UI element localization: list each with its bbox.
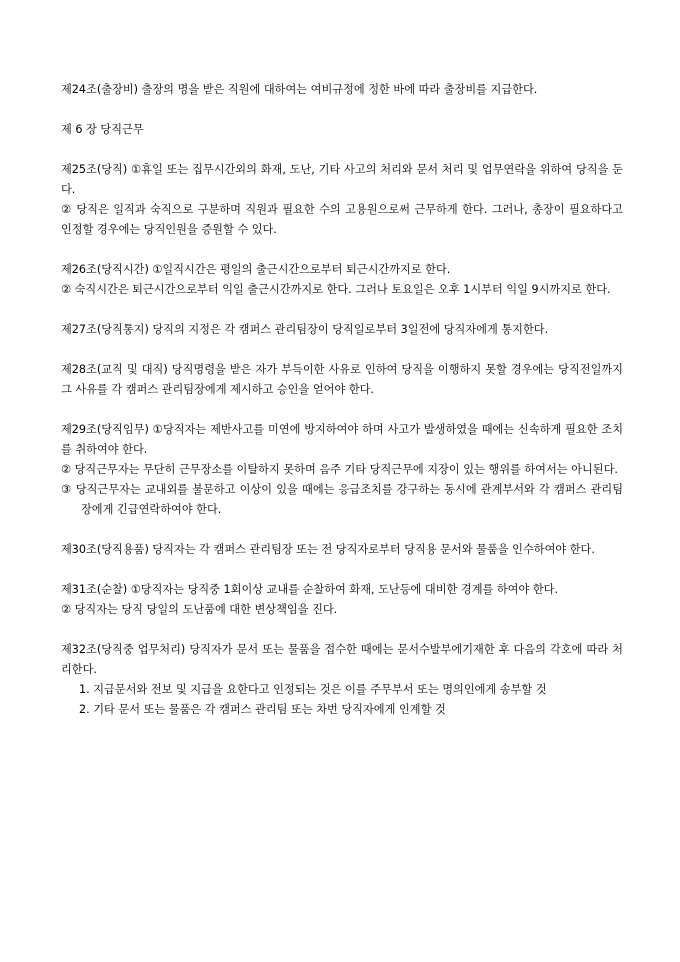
article-31-paragraph-1: 제31조(순찰) ①당직자는 당직중 1회이상 교내를 순찰하여 화재, 도난등에 대비한 경계를 하여야 한다. xyxy=(61,583,559,596)
article-28: 제28조(교직 및 대직) 당직명령을 받은 자가 부득이한 사유로 인하여 당직을 이행하지 못할 경우에는 당직전일까지 그 사유를 각 캠퍼스 관리팀장에게 제시하고 승인을 얻어야 한다. xyxy=(61,363,623,396)
chapter-6-heading: 제 6 장 당직근무 xyxy=(61,123,144,136)
article-29-paragraph-1: 제29조(당직임무) ①당직자는 제반사고를 미연에 방지하여야 하며 사고가 발생하였을 때에는 신속하게 필요한 조치를 취하여야 한다. xyxy=(61,423,623,456)
article-26-paragraph-2: ② 숙직시간은 퇴근시간으로부터 익일 출근시간까지로 한다. 그러나 토요일은 오후 1시부터 익일 9시까지로 한다. xyxy=(61,283,611,296)
article-29-paragraph-3: ③ 당직근무자는 교내외를 불문하고 이상이 있을 때에는 응급조치를 강구하는 동시에 관계부서와 각 캠퍼스 관리팀장에게 긴급연락하여야 한다. xyxy=(61,483,623,516)
document-page xyxy=(61,80,623,720)
article-30: 제30조(당직용품) 당직자는 각 캠퍼스 관리팀장 또는 전 당직자로부터 당직용 문서와 물품을 인수하여야 한다. xyxy=(61,543,595,556)
article-26-paragraph-1: 제26조(당직시간) ①일직시간은 평일의 출근시간으로부터 퇴근시간까지로 한다. xyxy=(61,263,451,276)
article-32-paragraph-1: 제32조(당직중 업무처리) 당직자가 문서 또는 물품을 접수한 때에는 문서수발부에기재한 후 다음의 각호에 따라 처리한다. xyxy=(61,643,623,676)
article-25-paragraph-1: 제25조(당직) ①휴일 또는 집무시간외의 화재, 도난, 기타 사고의 처리와 문서 처리 및 업무연락을 위하여 당직을 둔다. xyxy=(61,163,623,196)
article-31-paragraph-2: ② 당직자는 당직 당일의 도난품에 대한 변상책임을 진다. xyxy=(61,603,338,616)
article-29-paragraph-2: ② 당직근무자는 무단히 근무장소를 이탈하지 못하며 음주 기타 당직근무에 지장이 있는 행위를 하여서는 아니된다. xyxy=(61,463,618,476)
article-25-paragraph-2: ② 당직은 일직과 숙직으로 구분하며 직원과 필요한 수의 고용원으로써 근무하게 한다. 그러나, 총장이 필요하다고 인정할 경우에는 당직인원을 증원할 수 있다. xyxy=(61,203,623,236)
article-32-item-1: 1. 지급문서와 전보 및 지급을 요한다고 인정되는 것은 이를 주무부서 또는 명의인에게 송부할 것 xyxy=(79,683,547,696)
article-24: 제24조(출장비) 출장의 명을 받은 직원에 대하여는 여비규정에 정한 바에 따라 출장비를 지급한다. xyxy=(61,83,538,96)
article-32-item-2: 2. 기타 문서 또는 물품은 각 캠퍼스 관리팀 또는 차번 당직자에게 인계할 것 xyxy=(79,703,446,716)
article-27: 제27조(당직통지) 당직의 지정은 각 캠퍼스 관리팀장이 당직일로부터 3일전에 당직자에게 통지한다. xyxy=(61,323,549,336)
